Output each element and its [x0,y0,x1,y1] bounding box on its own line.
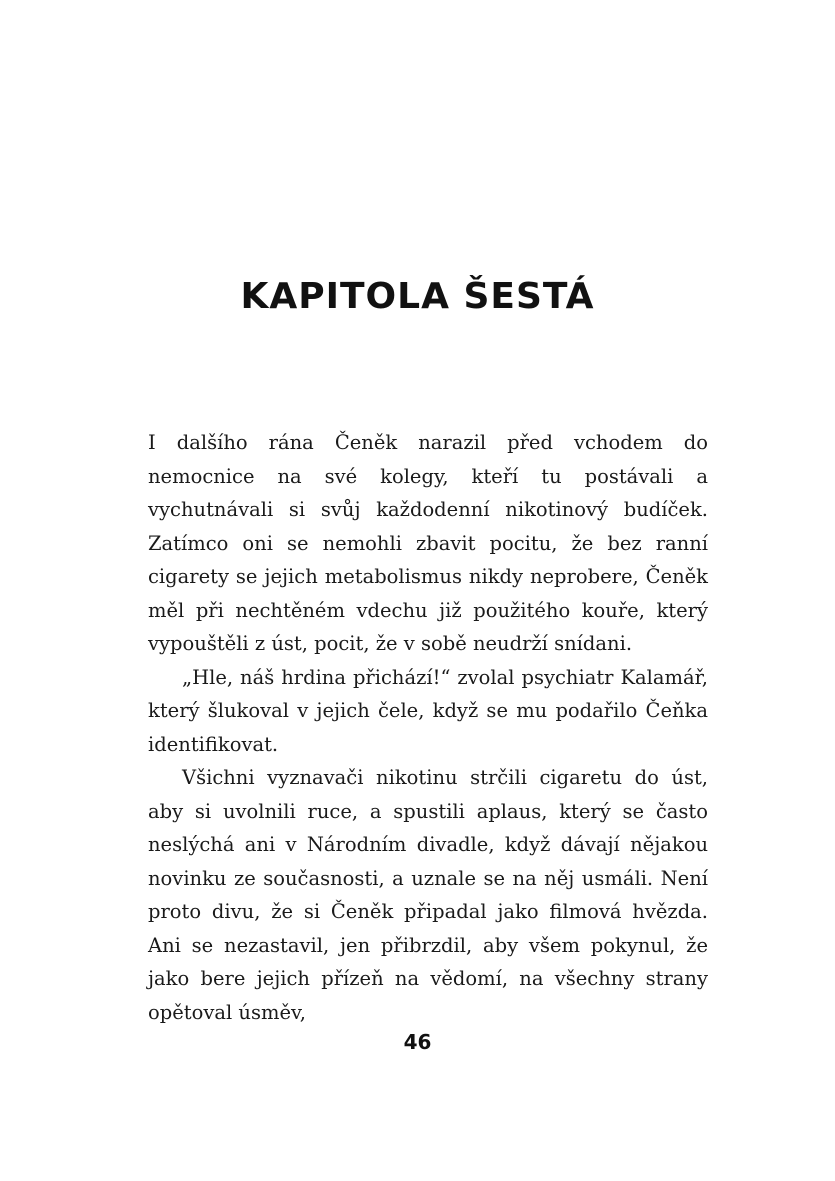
chapter-title: KAPITOLA ŠESTÁ [240,276,595,317]
paragraph: I dalšího rána Čeněk narazil před vchodem do nemocnice na své kolegy, kteří tu postávali a vychutnávali si svůj každodenní nikotinový budíček. Zatímco oni se nemohli zbavit pocitu, že bez ranní cigarety se jejich metabolismus nikdy neprobere, Čeněk měl při nechtěném vdechu již použitého kouře, který vypouštěli z úst, pocit, že v sobě neudrží snídani. [148,431,708,655]
paragraph: „Hle, náš hrdina přichází!“ zvolal psychiatr Kalamář, který šlukoval v jejich čele, když se mu podařilo Čeňka identifikovat. [148,665,708,756]
page-number: 46 [403,1030,432,1054]
paragraph: Všichni vyznavači nikotinu strčili cigaretu do úst, aby si uvolnili ruce, a spustili aplaus, který se často neslýchá ani v Národním divadle, když dávají nějakou novinku ze současnosti, a uznale se na něj usmáli. Není proto divu, že si Čeněk připadal jako filmová hvězda. Ani se nezastavil, jen přibrzdil, aby všem pokynul, že jako bere jejich přízeň na vědomí, na všechny strany opětoval úsměv, [148,766,708,1024]
body-text [148,426,708,1029]
